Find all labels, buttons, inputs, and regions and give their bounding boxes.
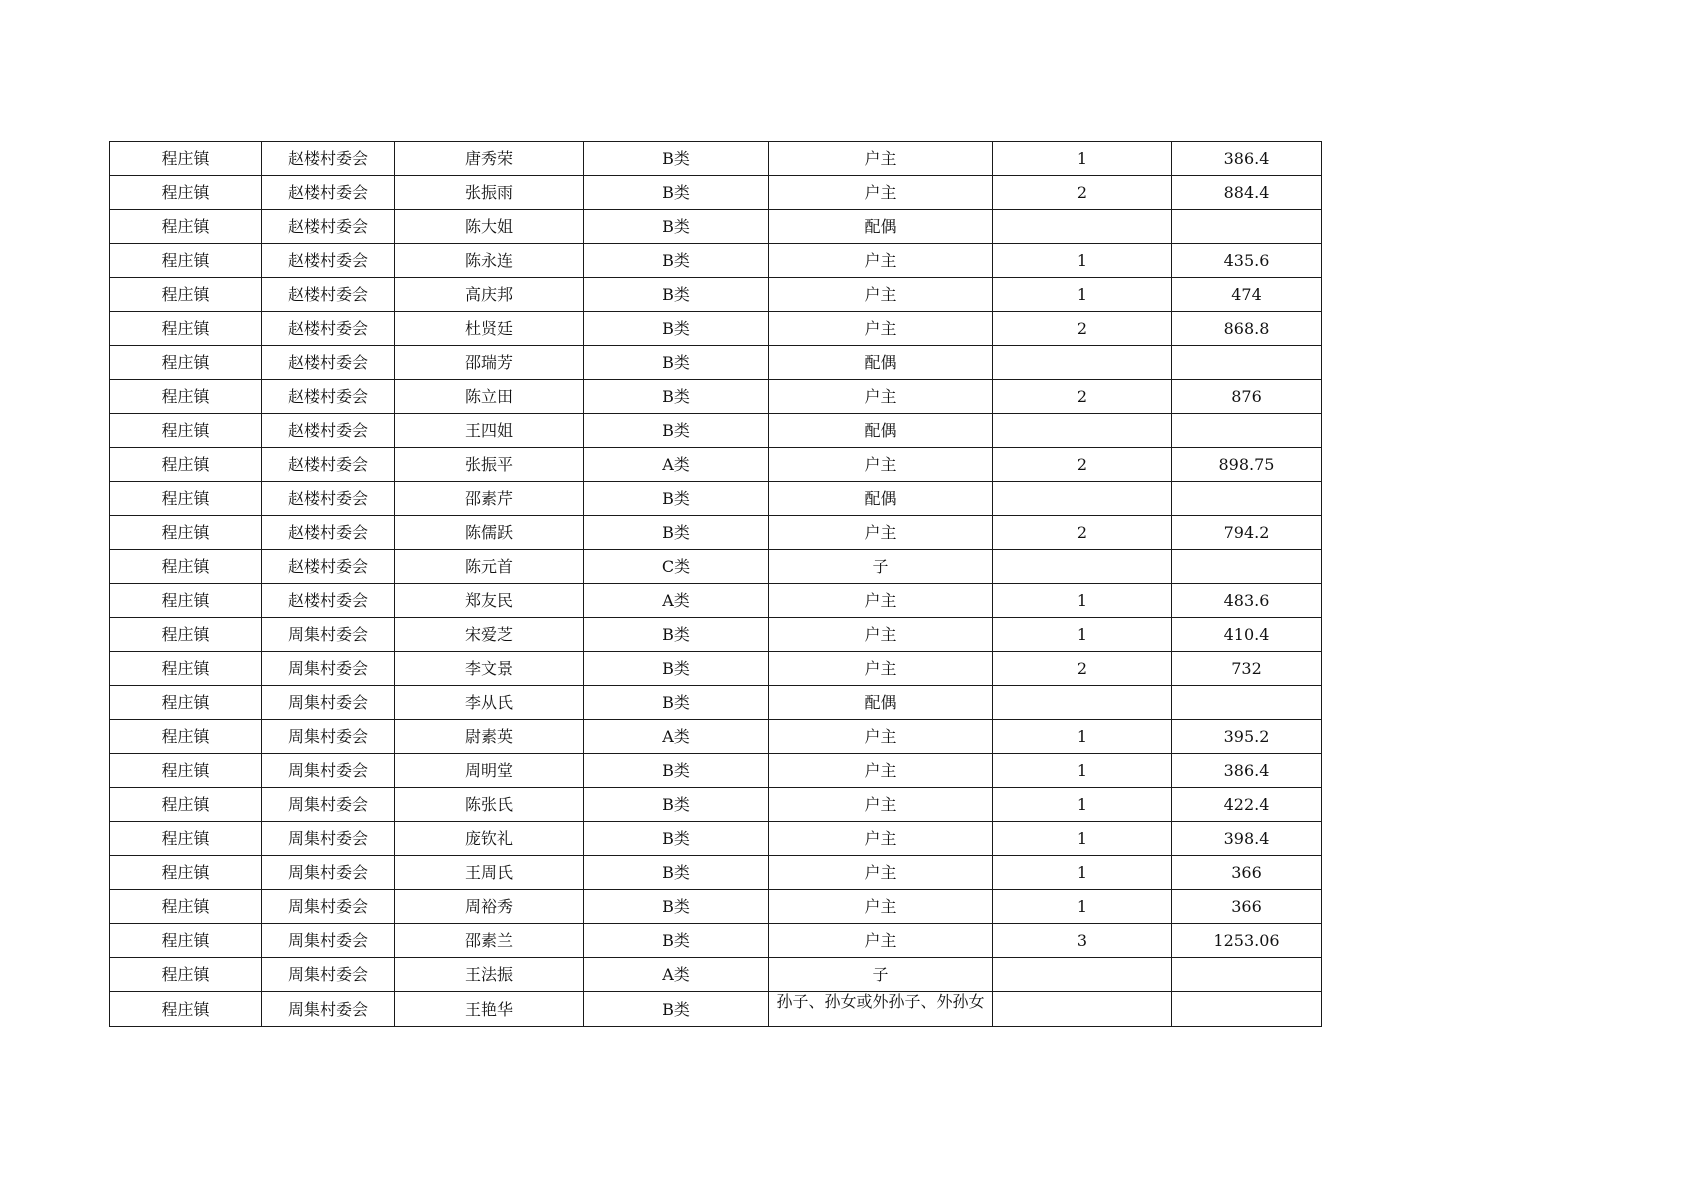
cell-village: 赵楼村委会 — [262, 176, 395, 210]
cell-category: B类 — [584, 380, 769, 414]
cell-category: B类 — [584, 788, 769, 822]
cell-village: 赵楼村委会 — [262, 584, 395, 618]
cell-count — [993, 958, 1172, 992]
table-row — [110, 550, 1322, 584]
cell-name: 陈张氏 — [395, 788, 584, 822]
cell-relation: 户主 — [769, 652, 993, 686]
cell-town: 程庄镇 — [110, 516, 262, 550]
cell-category: B类 — [584, 754, 769, 788]
cell-village: 赵楼村委会 — [262, 312, 395, 346]
cell-village: 周集村委会 — [262, 924, 395, 958]
cell-category: B类 — [584, 686, 769, 720]
table-row — [110, 856, 1322, 890]
cell-name: 陈元首 — [395, 550, 584, 584]
cell-category: B类 — [584, 482, 769, 516]
cell-amount: 732 — [1172, 652, 1322, 686]
cell-category: B类 — [584, 822, 769, 856]
cell-category: A类 — [584, 958, 769, 992]
cell-amount: 868.8 — [1172, 312, 1322, 346]
cell-town: 程庄镇 — [110, 992, 262, 1027]
cell-relation: 配偶 — [769, 210, 993, 244]
cell-count: 1 — [993, 788, 1172, 822]
cell-category: A类 — [584, 448, 769, 482]
cell-name: 陈大姐 — [395, 210, 584, 244]
table-row — [110, 244, 1322, 278]
table-row — [110, 992, 1322, 1027]
cell-village: 赵楼村委会 — [262, 142, 395, 176]
cell-village: 周集村委会 — [262, 788, 395, 822]
cell-relation: 户主 — [769, 244, 993, 278]
cell-relation: 户主 — [769, 788, 993, 822]
cell-count: 1 — [993, 584, 1172, 618]
cell-name: 邵素兰 — [395, 924, 584, 958]
cell-name: 邵素芹 — [395, 482, 584, 516]
table-row — [110, 584, 1322, 618]
cell-category: B类 — [584, 652, 769, 686]
cell-name: 陈永连 — [395, 244, 584, 278]
cell-relation: 子 — [769, 550, 993, 584]
cell-category: B类 — [584, 312, 769, 346]
cell-count: 1 — [993, 822, 1172, 856]
cell-name: 王法振 — [395, 958, 584, 992]
cell-town: 程庄镇 — [110, 720, 262, 754]
cell-count: 1 — [993, 618, 1172, 652]
table-row — [110, 346, 1322, 380]
cell-relation: 子 — [769, 958, 993, 992]
cell-village: 周集村委会 — [262, 618, 395, 652]
cell-name: 周裕秀 — [395, 890, 584, 924]
cell-relation: 户主 — [769, 720, 993, 754]
cell-amount — [1172, 482, 1322, 516]
cell-town: 程庄镇 — [110, 788, 262, 822]
cell-village: 赵楼村委会 — [262, 448, 395, 482]
cell-relation: 户主 — [769, 822, 993, 856]
cell-relation: 户主 — [769, 890, 993, 924]
cell-count — [993, 992, 1172, 1027]
cell-amount — [1172, 958, 1322, 992]
cell-relation: 户主 — [769, 448, 993, 482]
cell-name: 尉素英 — [395, 720, 584, 754]
cell-relation: 户主 — [769, 924, 993, 958]
table-row — [110, 516, 1322, 550]
cell-town: 程庄镇 — [110, 754, 262, 788]
cell-town: 程庄镇 — [110, 924, 262, 958]
cell-town: 程庄镇 — [110, 380, 262, 414]
cell-village: 周集村委会 — [262, 686, 395, 720]
cell-relation: 配偶 — [769, 482, 993, 516]
cell-category: A类 — [584, 584, 769, 618]
cell-town: 程庄镇 — [110, 278, 262, 312]
cell-count: 1 — [993, 244, 1172, 278]
cell-town: 程庄镇 — [110, 890, 262, 924]
table-row — [110, 414, 1322, 448]
cell-village: 赵楼村委会 — [262, 278, 395, 312]
cell-count: 1 — [993, 890, 1172, 924]
cell-category: B类 — [584, 278, 769, 312]
cell-amount: 876 — [1172, 380, 1322, 414]
cell-count: 1 — [993, 142, 1172, 176]
cell-count: 2 — [993, 448, 1172, 482]
cell-relation: 户主 — [769, 312, 993, 346]
cell-count — [993, 210, 1172, 244]
cell-count — [993, 414, 1172, 448]
cell-count — [993, 550, 1172, 584]
cell-town: 程庄镇 — [110, 822, 262, 856]
cell-village: 赵楼村委会 — [262, 414, 395, 448]
cell-village: 赵楼村委会 — [262, 482, 395, 516]
cell-town: 程庄镇 — [110, 210, 262, 244]
cell-category: B类 — [584, 890, 769, 924]
cell-category: B类 — [584, 992, 769, 1027]
cell-name: 张振雨 — [395, 176, 584, 210]
cell-amount — [1172, 550, 1322, 584]
cell-name: 陈儒跃 — [395, 516, 584, 550]
cell-category: B类 — [584, 618, 769, 652]
table-row — [110, 448, 1322, 482]
cell-town: 程庄镇 — [110, 244, 262, 278]
cell-amount: 386.4 — [1172, 754, 1322, 788]
cell-count: 2 — [993, 312, 1172, 346]
cell-count — [993, 346, 1172, 380]
cell-category: A类 — [584, 720, 769, 754]
cell-relation: 配偶 — [769, 346, 993, 380]
cell-amount: 483.6 — [1172, 584, 1322, 618]
cell-category: B类 — [584, 414, 769, 448]
cell-name: 宋爱芝 — [395, 618, 584, 652]
cell-amount: 395.2 — [1172, 720, 1322, 754]
cell-village: 周集村委会 — [262, 754, 395, 788]
table-row — [110, 176, 1322, 210]
table-row — [110, 652, 1322, 686]
cell-count: 1 — [993, 856, 1172, 890]
cell-amount: 422.4 — [1172, 788, 1322, 822]
cell-name: 杜贤廷 — [395, 312, 584, 346]
cell-town: 程庄镇 — [110, 652, 262, 686]
cell-category: B类 — [584, 346, 769, 380]
cell-amount: 410.4 — [1172, 618, 1322, 652]
cell-relation: 配偶 — [769, 414, 993, 448]
table-row — [110, 788, 1322, 822]
cell-relation: 户主 — [769, 618, 993, 652]
cell-count: 2 — [993, 380, 1172, 414]
cell-count: 1 — [993, 278, 1172, 312]
table-row — [110, 482, 1322, 516]
cell-village: 周集村委会 — [262, 992, 395, 1027]
cell-relation: 配偶 — [769, 686, 993, 720]
cell-village: 赵楼村委会 — [262, 380, 395, 414]
cell-town: 程庄镇 — [110, 414, 262, 448]
cell-count: 1 — [993, 754, 1172, 788]
cell-village: 周集村委会 — [262, 890, 395, 924]
cell-relation: 户主 — [769, 856, 993, 890]
cell-town: 程庄镇 — [110, 142, 262, 176]
table-row — [110, 754, 1322, 788]
cell-name: 王四姐 — [395, 414, 584, 448]
cell-town: 程庄镇 — [110, 958, 262, 992]
table-row — [110, 278, 1322, 312]
cell-amount: 366 — [1172, 856, 1322, 890]
cell-village: 周集村委会 — [262, 652, 395, 686]
cell-category: B类 — [584, 856, 769, 890]
cell-amount — [1172, 346, 1322, 380]
table-row — [110, 142, 1322, 176]
cell-count: 3 — [993, 924, 1172, 958]
cell-town: 程庄镇 — [110, 312, 262, 346]
table-row — [110, 380, 1322, 414]
cell-category: B类 — [584, 142, 769, 176]
cell-name: 李从氏 — [395, 686, 584, 720]
table-row — [110, 890, 1322, 924]
cell-amount: 398.4 — [1172, 822, 1322, 856]
cell-relation: 户主 — [769, 176, 993, 210]
cell-town: 程庄镇 — [110, 448, 262, 482]
cell-amount: 898.75 — [1172, 448, 1322, 482]
cell-relation: 户主 — [769, 754, 993, 788]
cell-amount: 1253.06 — [1172, 924, 1322, 958]
cell-village: 周集村委会 — [262, 720, 395, 754]
cell-name: 高庆邦 — [395, 278, 584, 312]
cell-count: 1 — [993, 720, 1172, 754]
cell-relation: 户主 — [769, 142, 993, 176]
cell-category: C类 — [584, 550, 769, 584]
cell-amount: 884.4 — [1172, 176, 1322, 210]
cell-amount: 366 — [1172, 890, 1322, 924]
cell-count: 2 — [993, 516, 1172, 550]
table-row — [110, 312, 1322, 346]
cell-name: 庞钦礼 — [395, 822, 584, 856]
cell-amount: 474 — [1172, 278, 1322, 312]
cell-name: 郑友民 — [395, 584, 584, 618]
cell-town: 程庄镇 — [110, 584, 262, 618]
cell-amount: 386.4 — [1172, 142, 1322, 176]
cell-amount — [1172, 414, 1322, 448]
cell-count: 2 — [993, 176, 1172, 210]
table-row — [110, 618, 1322, 652]
cell-village: 赵楼村委会 — [262, 550, 395, 584]
cell-village: 赵楼村委会 — [262, 346, 395, 380]
cell-category: B类 — [584, 176, 769, 210]
cell-town: 程庄镇 — [110, 346, 262, 380]
table-row — [110, 686, 1322, 720]
cell-category: B类 — [584, 516, 769, 550]
cell-name: 王艳华 — [395, 992, 584, 1027]
cell-category: B类 — [584, 924, 769, 958]
cell-category: B类 — [584, 244, 769, 278]
cell-name: 唐秀荣 — [395, 142, 584, 176]
cell-name: 周明堂 — [395, 754, 584, 788]
cell-name: 王周氏 — [395, 856, 584, 890]
cell-village: 赵楼村委会 — [262, 516, 395, 550]
table-body — [110, 142, 1322, 1027]
cell-town: 程庄镇 — [110, 686, 262, 720]
data-table — [109, 141, 1322, 1027]
cell-amount — [1172, 210, 1322, 244]
table-row — [110, 720, 1322, 754]
cell-count: 2 — [993, 652, 1172, 686]
cell-name: 陈立田 — [395, 380, 584, 414]
cell-village: 周集村委会 — [262, 856, 395, 890]
cell-relation: 孙子、孙女或外孙子、外孙女 — [769, 992, 993, 1027]
cell-village: 赵楼村委会 — [262, 244, 395, 278]
cell-town: 程庄镇 — [110, 482, 262, 516]
cell-count — [993, 482, 1172, 516]
cell-amount — [1172, 686, 1322, 720]
cell-relation: 户主 — [769, 516, 993, 550]
cell-town: 程庄镇 — [110, 618, 262, 652]
cell-name: 李文景 — [395, 652, 584, 686]
cell-name: 邵瑞芳 — [395, 346, 584, 380]
table-row — [110, 822, 1322, 856]
cell-relation: 户主 — [769, 278, 993, 312]
table-row — [110, 924, 1322, 958]
cell-count — [993, 686, 1172, 720]
cell-town: 程庄镇 — [110, 856, 262, 890]
cell-village: 周集村委会 — [262, 822, 395, 856]
cell-village: 周集村委会 — [262, 958, 395, 992]
cell-category: B类 — [584, 210, 769, 244]
table-row — [110, 958, 1322, 992]
cell-amount: 794.2 — [1172, 516, 1322, 550]
cell-relation: 户主 — [769, 584, 993, 618]
cell-amount: 435.6 — [1172, 244, 1322, 278]
table-row — [110, 210, 1322, 244]
cell-name: 张振平 — [395, 448, 584, 482]
cell-town: 程庄镇 — [110, 550, 262, 584]
cell-village: 赵楼村委会 — [262, 210, 395, 244]
cell-relation: 户主 — [769, 380, 993, 414]
cell-town: 程庄镇 — [110, 176, 262, 210]
cell-amount — [1172, 992, 1322, 1027]
